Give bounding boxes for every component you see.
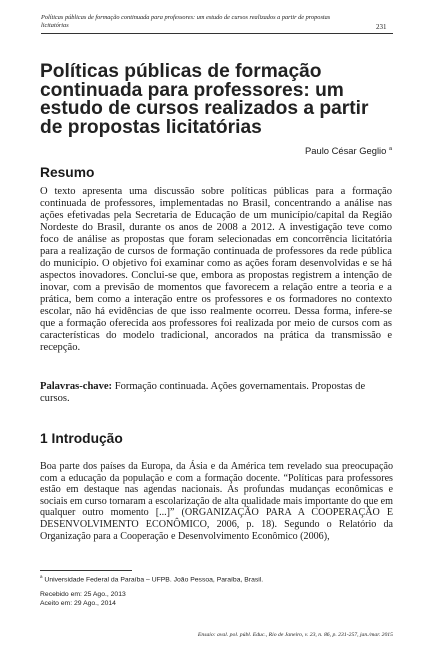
page-number: 231 [376, 23, 387, 31]
affiliation-text: Universidade Federal da Paraíba – UFPB. João Pessoa, Paraíba, Brasil. [44, 576, 264, 584]
author-name: Paulo César Geglio [305, 145, 387, 156]
affiliation-mark: a [40, 574, 43, 579]
accepted-date: Aceito em: 29 Ago., 2014 [40, 599, 116, 607]
introduction-heading: 1 Introdução [40, 431, 123, 446]
received-date: Recebido em: 25 Ago., 2013 [40, 591, 126, 598]
keywords-label: Palavras-chave: [40, 381, 113, 392]
keywords-text: Formação continuada. Ações governamentais. Propostas de cursos. [40, 381, 366, 404]
affiliation-footnote [40, 574, 263, 583]
submission-dates [40, 591, 126, 608]
article-title: Políticas públicas de formação continuada para professores: um estudo de cursos realizados a partir de propostas licitatórias [40, 61, 369, 138]
keywords [40, 381, 392, 405]
footnote-rule [40, 570, 132, 571]
header-rule [41, 33, 393, 34]
abstract-text: O texto apresenta uma discussão sobre políticas públicas para a formação continuada de professores, implementadas no Brasil, concentrando a análise nas ações efetivadas pela Secretaria de Educação de um município/capital da Região Nordeste do Brasil, durante os anos de 2008 a 2012. A investigação teve como foco de análise as propostas que foram selecionadas em concorrência licitatória para a realização de cursos de formação continuada de professores da rede pública do município. O objetivo foi examinar como as ações foram desenvolvidas e se há aspectos inovadores. Conclui-se que, embora as propostas registrem a intenção de inovar, com a previsão de momentos que favorecem a relação entre a teoria e a prática, bem como a interação entre os professores e os formadores no contexto escolar, não há evidências de que isso realmente ocorreu. Dessa forma, infere-se que a formação oferecida aos professores foi realizada por meio de cursos com as características do modelo tradicional, ancorados na prática da transmissão e recepção. [40, 186, 392, 353]
introduction-text: Boa parte dos países da Europa, da Ásia e da América tem revelado sua preocupação com a educação da população e com a formação docente. “Políticas para professores estão em destaque nas agendas nacionais. As profundas mudanças econômicas e sociais em curso tornaram a escolarização de alta qualidade mais importante do que em qualquer outro momento [...]” (ORGANIZAÇÃO PARA A COOPERAÇÃO E DESENVOLVIMENTO ECONÔMICO, 2006, p. 18). Segundo o Relatório da Organização para a Cooperação e Desenvolvimento Econômico (2006), [40, 461, 393, 542]
abstract-heading: Resumo [40, 165, 95, 180]
journal-citation: Ensaio: aval. pol. públ. Educ., Rio de Janeiro, v. 23, n. 86, p. 231-257, jan./mar. 2015 [197, 632, 393, 638]
running-head: Políticas públicas de formação continuada para professores: um estudo de cursos realizados a partir de propostas licitatórias [41, 14, 331, 29]
author-footnote-mark: a [388, 145, 392, 152]
author-line [250, 145, 392, 156]
